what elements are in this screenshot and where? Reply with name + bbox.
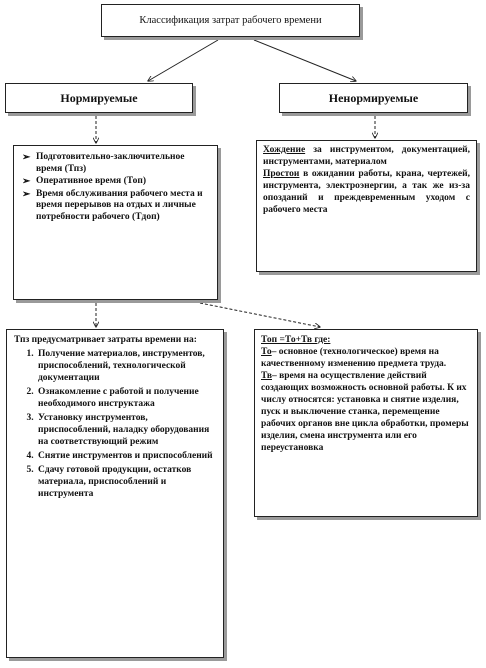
top-formula: Топ =То+Тв где: — [261, 335, 331, 345]
bullet-arrow-icon: ➢ — [22, 176, 31, 187]
walking-text: за инструментом, документацией, инструментами, материалом — [263, 145, 471, 167]
normed-components-list — [20, 152, 209, 223]
tpz-details-box — [6, 329, 224, 658]
list-item: 1. Получение материалов, инструментов, приспособлений, технологической документации — [36, 348, 216, 384]
diagram-title-box — [101, 4, 360, 37]
list-item: 2. Ознакомление с работой и получение необходимого инструктажа — [36, 386, 216, 410]
unnormed-category-label: Ненормируемые — [328, 90, 419, 105]
unnormed-category-box — [279, 83, 468, 113]
top-details-box — [254, 329, 478, 517]
list-item: 5. Сдачу готовой продукции, остатков материала, приспособлений и инструмента — [36, 464, 216, 500]
tv-paragraph — [261, 370, 471, 454]
list-item: ➢ Время обслуживания рабочего места и время перерывов на отдых и личные потребности рабочего (Тдоп) — [22, 188, 203, 222]
tv-term: Тв — [261, 371, 272, 381]
normed-category-box — [5, 83, 193, 113]
normed-category-label: Нормируемые — [60, 90, 138, 105]
arrow-title-to-normed — [148, 40, 218, 81]
list-item: 4. Снятие инструментов и приспособлений — [36, 450, 216, 462]
unnormed-details-box — [256, 140, 477, 272]
walking-term: Хождение — [263, 145, 306, 155]
list-item: ➢ Подготовительно-заключительное время (Тпз) — [22, 152, 185, 174]
arrow-title-to-unnormed — [254, 40, 356, 81]
list-item: 3. Установку инструментов, приспособлений, наладку оборудования на соответствующий режим — [36, 412, 216, 448]
downtime-term: Простои — [263, 169, 300, 179]
bullet-arrow-icon: ➢ — [22, 152, 31, 163]
to-paragraph — [261, 346, 471, 370]
bullet-arrow-icon: ➢ — [22, 188, 31, 200]
arrow-list-to-top — [200, 303, 320, 327]
diagram-title: Классификация затрат рабочего времени — [139, 15, 322, 26]
downtime-paragraph — [263, 168, 470, 216]
to-term: То — [261, 347, 272, 357]
to-text: – основное (технологическое) время на качественному изменению предмета труда. — [261, 347, 447, 369]
tpz-items-list — [14, 348, 216, 500]
tpz-heading: Тпз предусматривает затраты времени на: — [14, 335, 197, 345]
walking-paragraph — [263, 144, 470, 168]
downtime-text: в ожидании работы, крана, чертежей, инструмента, электроэнергии, а так же из-за опозданий и преждевременным уходом с рабочего места — [263, 169, 471, 215]
normed-components-box — [13, 145, 218, 300]
tv-text: – время на осуществление действий создающих возможность основной работы. К их числу относятся: установка и снятие изделия, пуск и выключение станка, перемещение рабочих органов вне цикла обработки, промеры изделия, смена инструмента или его переустановка — [261, 371, 469, 453]
list-item: ➢ Оперативное время (Топ) — [22, 176, 147, 187]
